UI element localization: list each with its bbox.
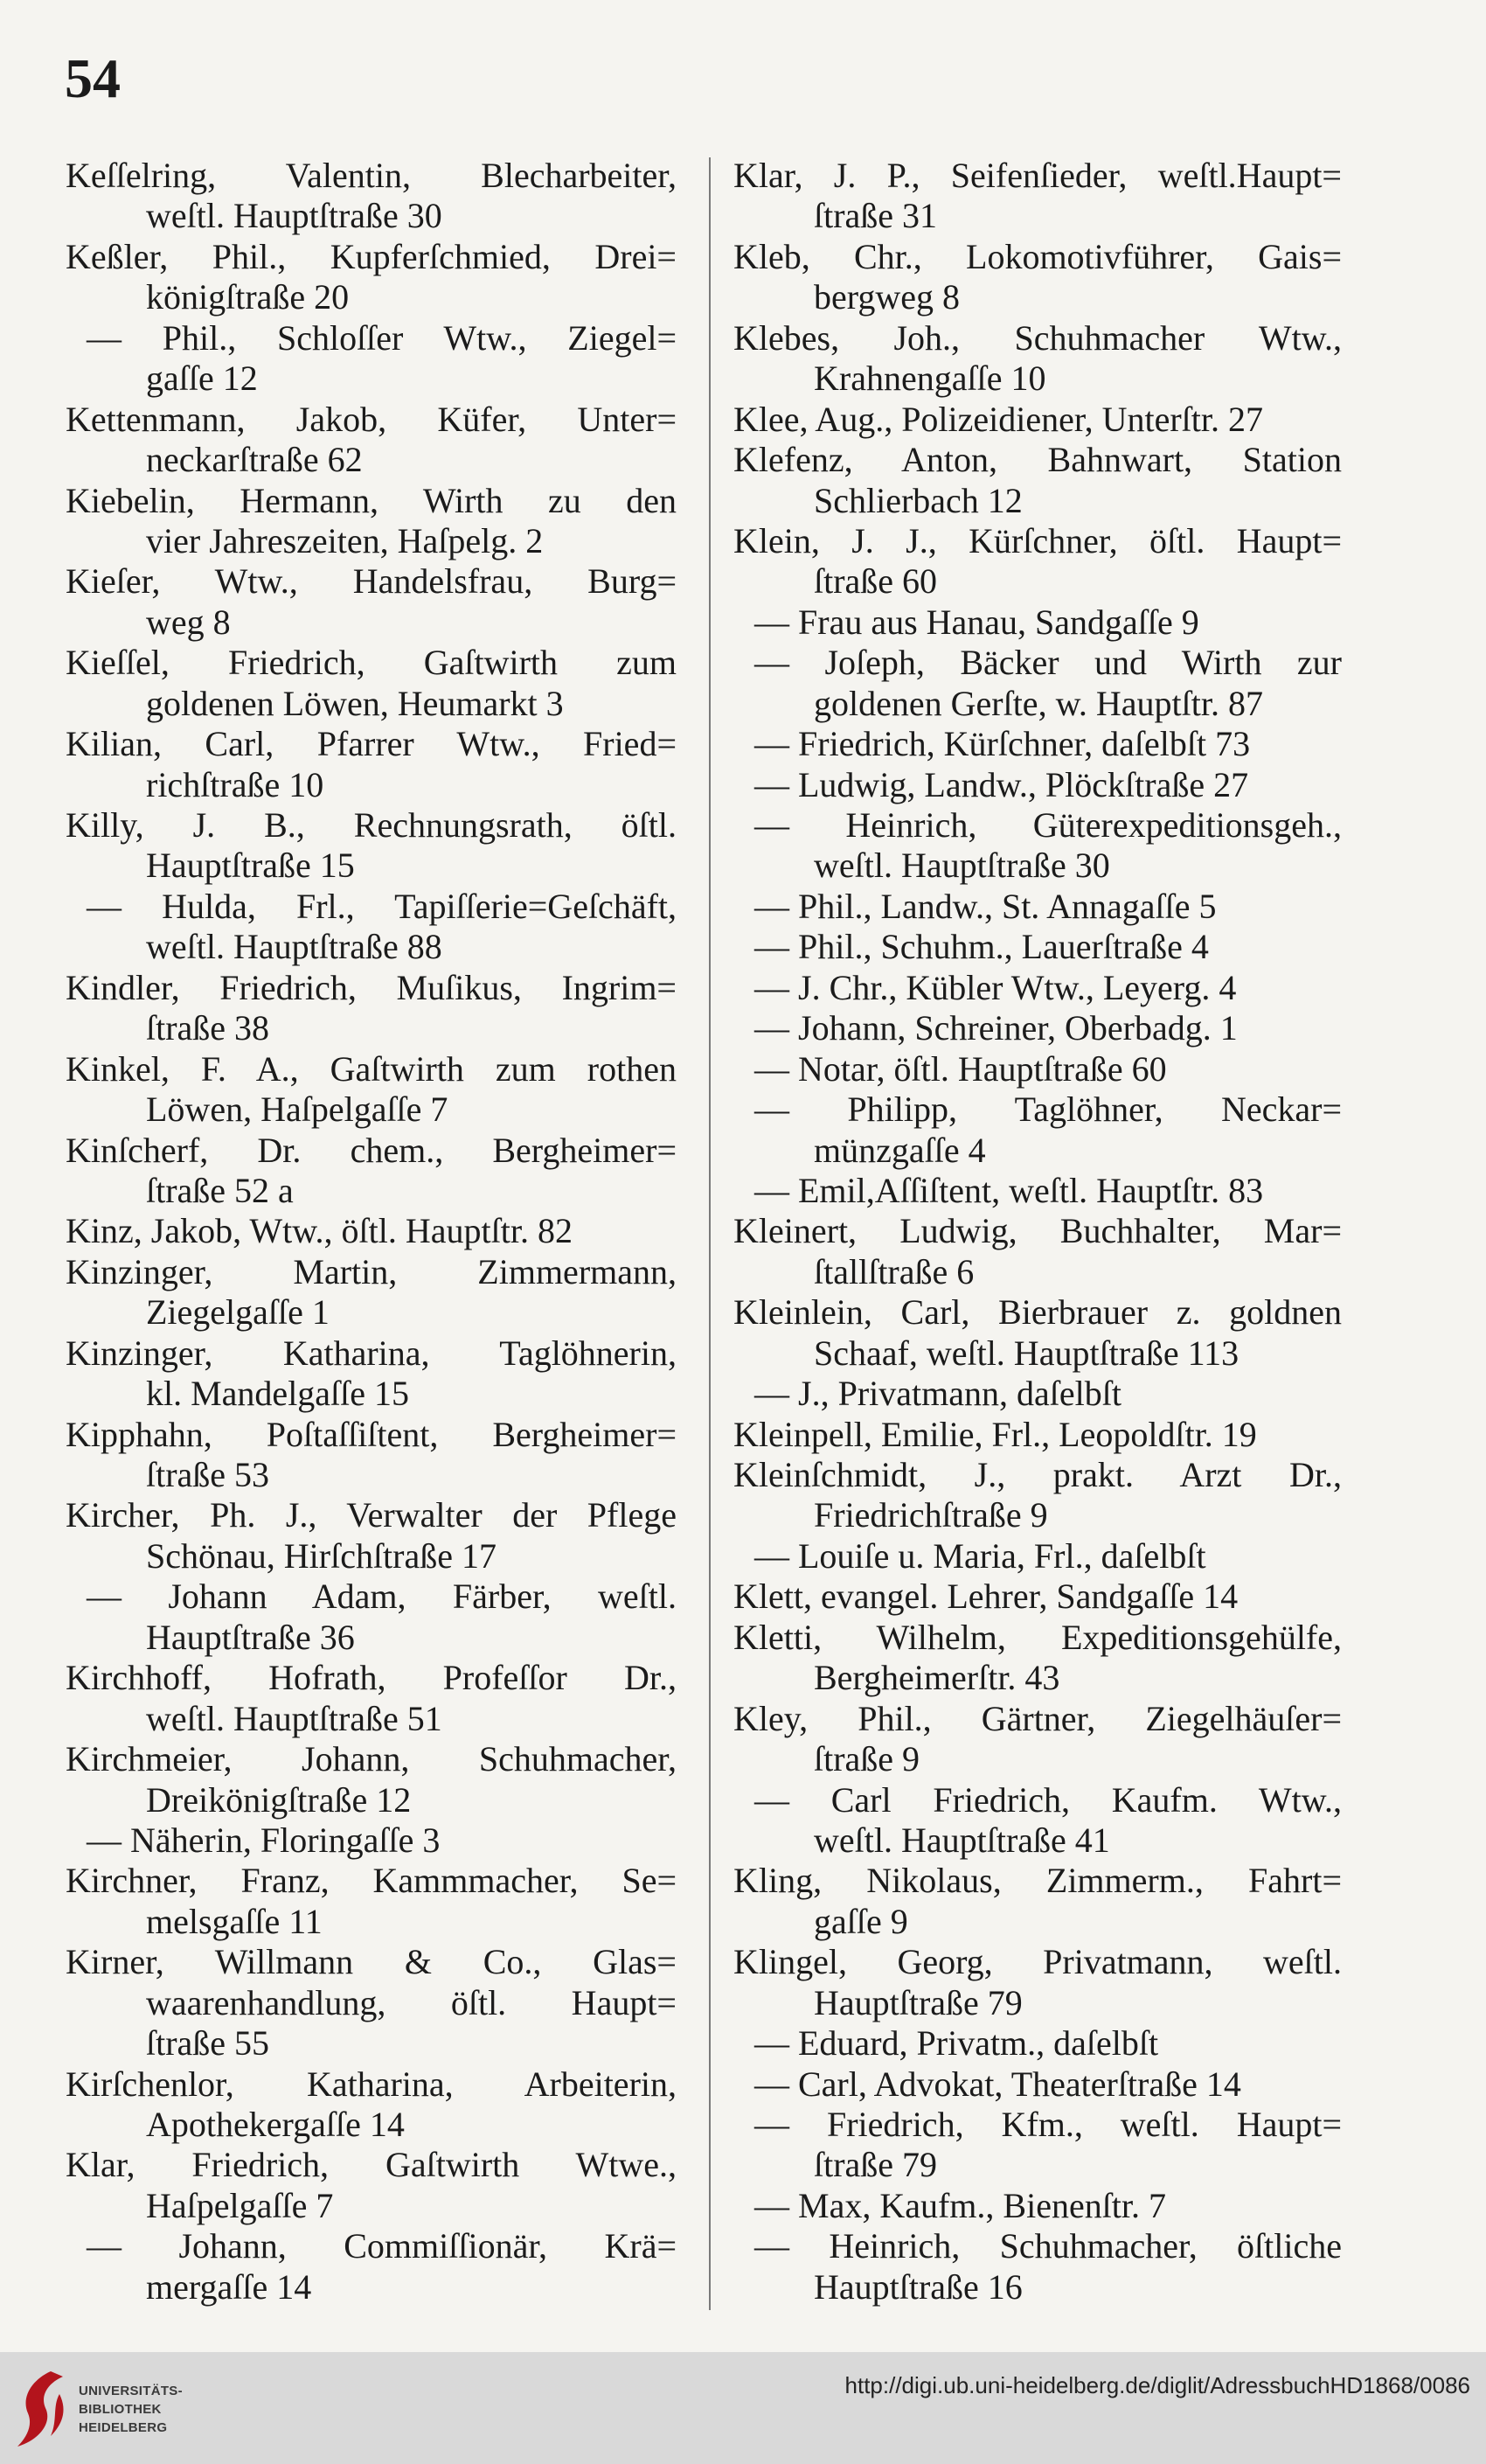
entry-continuation-line: Schönau, Hirſchſtraße 17 — [146, 1535, 496, 1576]
entry-heading-line: Kieſer, Wtw., Handelsfrau, Burg= — [66, 561, 677, 602]
entry-continuation-line: weſtl. Hauptſtraße 30 — [146, 196, 442, 236]
entry-continuation-line: weſtl. Hauptſtraße 88 — [146, 927, 442, 967]
entry-heading-line: Kircher, Ph. J., Verwalter der Pflege — [66, 1495, 677, 1535]
entry-continuation-line: Hauptſtraße 16 — [814, 2266, 1023, 2307]
directory-entry — [733, 1861, 1342, 1942]
entry-heading-line: Kleb, Chr., Lokomotivführer, Gais= — [733, 236, 1342, 276]
entry-heading-line: — Heinrich, Schuhmacher, öſtliche — [754, 2226, 1342, 2266]
directory-entry — [733, 1618, 1342, 1699]
entry-continuation-line: Apothekergaſſe 14 — [146, 2105, 405, 2144]
directory-entry — [733, 805, 1342, 887]
entry-heading-line: Kinz, Jakob, Wtw., öſtl. Hauptſtr. 82 — [66, 1211, 573, 1251]
entry-continuation-line: mergaſſe 14 — [146, 2266, 312, 2307]
entry-continuation-line: richſtraße 10 — [146, 764, 324, 804]
entry-heading-line: — Johann Adam, Färber, weſtl. — [87, 1577, 677, 1617]
entry-heading-line: Kinzinger, Katharina, Taglöhnerin, — [66, 1333, 677, 1373]
entry-continuation-line: weſtl. Hauptſtraße 30 — [814, 846, 1110, 886]
entry-heading-line: — Joſeph, Bäcker und Wirth zur — [754, 643, 1342, 683]
library-footer — [0, 2352, 1486, 2464]
entry-heading-line: Kindler, Friedrich, Muſikus, Ingrim= — [66, 967, 677, 1007]
entry-continuation-line: weſtl. Hauptſtraße 51 — [146, 1698, 442, 1738]
entry-heading-line: — Phil., Schuhm., Lauerſtraße 4 — [754, 927, 1209, 967]
directory-entry — [66, 1211, 677, 1251]
entry-continuation-line: vier Jahreszeiten, Haſpelg. 2 — [146, 520, 544, 560]
directory-entry — [66, 805, 677, 887]
entry-continuation-line: ſtallſtraße 6 — [814, 1251, 975, 1291]
entry-heading-line: Klee, Aug., Polizeidiener, Unterſtr. 27 — [733, 399, 1264, 439]
entry-heading-line: — Carl, Advokat, Theaterſtraße 14 — [754, 2064, 1241, 2104]
entry-heading-line: Kilian, Carl, Pfarrer Wtw., Fried= — [66, 724, 677, 764]
entry-heading-line: — Heinrich, Güterexpeditionsgeh., — [754, 805, 1342, 845]
directory-entry — [733, 1089, 1342, 1171]
entry-continuation-line: goldenen Löwen, Heumarkt 3 — [146, 683, 564, 723]
entry-continuation-line: Hauptſtraße 36 — [146, 1617, 355, 1657]
directory-entry — [733, 1211, 1342, 1292]
entry-heading-line: Kinzinger, Martin, Zimmermann, — [66, 1251, 677, 1291]
entry-heading-line: Kleinert, Ludwig, Buchhalter, Mar= — [733, 1211, 1342, 1251]
directory-entry — [733, 724, 1342, 764]
entry-continuation-line: Schlierbach 12 — [814, 480, 1023, 520]
entry-heading-line: — J., Privatmann, daſelbſt — [754, 1374, 1121, 1414]
directory-entry — [66, 1415, 677, 1496]
source-url: http://digi.ub.uni-heidelberg.de/diglit/AdressbuchHD1868/0086 — [844, 2372, 1470, 2398]
entry-heading-line: Kinkel, F. A., Gaſtwirth zum rothen — [66, 1048, 677, 1089]
directory-entry — [733, 1415, 1342, 1455]
entry-heading-line: Keſſelring, Valentin, Blecharbeiter, — [66, 156, 677, 195]
directory-entry — [733, 2105, 1342, 2186]
directory-entry — [66, 1942, 677, 2064]
entry-heading-line: Keßler, Phil., Kupferſchmied, Drei= — [66, 236, 677, 276]
entry-heading-line: Kiebelin, Hermann, Wirth zu den — [66, 480, 677, 520]
page-number: 54 — [65, 47, 121, 109]
directory-entry — [66, 561, 677, 643]
directory-entry — [733, 440, 1342, 521]
entry-heading-line: Klefenz, Anton, Bahnwart, Station — [733, 440, 1342, 480]
directory-entry — [733, 1171, 1342, 1211]
directory-entry — [66, 1131, 677, 1212]
entry-heading-line: Klar, Friedrich, Gaſtwirth Wtwe., — [66, 2145, 677, 2185]
directory-entry — [733, 1008, 1342, 1048]
entry-heading-line: Kirchmeier, Johann, Schuhmacher, — [66, 1739, 677, 1779]
directory-entry — [66, 1495, 677, 1577]
directory-entry — [733, 643, 1342, 724]
directory-entry — [733, 2226, 1342, 2307]
entry-heading-line: — Louiſe u. Maria, Frl., daſelbſt — [754, 1535, 1206, 1576]
entry-heading-line: Klar, J. P., Seifenſieder, weſtl.Haupt= — [733, 156, 1342, 195]
directory-entry — [733, 1292, 1342, 1374]
entry-continuation-line: Hauptſtraße 79 — [814, 1982, 1023, 2022]
entry-heading-line: — Philipp, Taglöhner, Neckar= — [754, 1089, 1342, 1130]
entry-heading-line: Kletti, Wilhelm, Expeditionsgehülfe, — [733, 1617, 1342, 1657]
directory-entry — [66, 318, 677, 400]
entry-heading-line: Kieſſel, Friedrich, Gaſtwirth zum — [66, 643, 677, 683]
entry-continuation-line: ſtraße 52 a — [146, 1170, 294, 1210]
entry-continuation-line: Löwen, Haſpelgaſſe 7 — [146, 1089, 448, 1130]
directory-entry — [733, 2186, 1342, 2226]
directory-entry — [733, 968, 1342, 1008]
directory-entry — [733, 1780, 1342, 1862]
entry-continuation-line: ſtraße 55 — [146, 2023, 270, 2064]
directory-entry — [733, 1374, 1342, 1414]
directory-entry — [66, 643, 677, 724]
entry-continuation-line: Dreikönigſtraße 12 — [146, 1779, 412, 1820]
directory-entry — [733, 2023, 1342, 2064]
entry-continuation-line: gaſſe 9 — [814, 1901, 908, 1941]
entry-continuation-line: Haſpelgaſſe 7 — [146, 2185, 334, 2225]
entry-continuation-line: Schaaf, weſtl. Hauptſtraße 113 — [814, 1333, 1239, 1373]
directory-entry — [733, 237, 1342, 318]
entry-heading-line: — Friedrich, Kürſchner, daſelbſt 73 — [754, 724, 1251, 764]
entry-heading-line: — Phil., Landw., St. Annagaſſe 5 — [754, 886, 1217, 926]
entry-continuation-line: neckarſtraße 62 — [146, 440, 363, 480]
directory-entry — [733, 1455, 1342, 1536]
entry-heading-line: — Johann, Commiſſionär, Krä= — [87, 2226, 677, 2266]
entry-heading-line: — J. Chr., Kübler Wtw., Leyerg. 4 — [754, 967, 1237, 1007]
entry-heading-line: Kleinſchmidt, J., prakt. Arzt Dr., — [733, 1455, 1342, 1494]
entry-heading-line: Klett, evangel. Lehrer, Sandgaſſe 14 — [733, 1577, 1239, 1617]
directory-entry — [66, 1739, 677, 1820]
entry-heading-line: — Carl Friedrich, Kaufm. Wtw., — [754, 1779, 1342, 1820]
entry-continuation-line: ſtraße 79 — [814, 2145, 938, 2185]
directory-entry — [66, 968, 677, 1049]
entry-heading-line: — Max, Kaufm., Bienenſtr. 7 — [754, 2185, 1167, 2225]
directory-entry — [733, 1536, 1342, 1577]
directory-entry — [733, 318, 1342, 400]
entry-continuation-line: goldenen Gerſte, w. Hauptſtr. 87 — [814, 683, 1263, 723]
entry-heading-line: Kirſchenlor, Katharina, Arbeiterin, — [66, 2064, 677, 2104]
entry-continuation-line: kl. Mandelgaſſe 15 — [146, 1374, 410, 1414]
entry-continuation-line: ſtraße 38 — [146, 1008, 270, 1048]
entry-heading-line: — Näherin, Floringaſſe 3 — [87, 1820, 441, 1860]
directory-entry — [66, 2226, 677, 2307]
directory-entry — [733, 765, 1342, 805]
entry-heading-line: Klein, J. J., Kürſchner, öſtl. Haupt= — [733, 520, 1342, 560]
directory-entry — [733, 2064, 1342, 2105]
entry-continuation-line: Friedrichſtraße 9 — [814, 1495, 1048, 1535]
directory-entry — [733, 521, 1342, 602]
entry-continuation-line: Hauptſtraße 15 — [146, 846, 355, 886]
entry-continuation-line: weg 8 — [146, 602, 231, 642]
entry-continuation-line: Krahnengaſſe 10 — [814, 358, 1046, 399]
directory-entry — [66, 1861, 677, 1942]
entry-continuation-line: ſtraße 31 — [814, 196, 938, 236]
library-logo-line: UNIVERSITÄTS- — [79, 2384, 183, 2398]
entry-continuation-line: gaſſe 12 — [146, 358, 258, 399]
entry-heading-line: Kipphahn, Poſtaſſiſtent, Bergheimer= — [66, 1414, 677, 1454]
directory-entry — [66, 1333, 677, 1415]
directory-entry — [66, 1820, 677, 1861]
entry-heading-line: — Frau aus Hanau, Sandgaſſe 9 — [754, 602, 1199, 642]
directory-entry — [733, 1942, 1342, 2023]
entry-continuation-line: ſtraße 53 — [146, 1455, 270, 1494]
directory-entry — [66, 887, 677, 968]
entry-heading-line: Kinſcherf, Dr. chem., Bergheimer= — [66, 1130, 677, 1170]
directory-entry — [66, 1658, 677, 1739]
directory-entry — [66, 1577, 677, 1658]
entry-continuation-line: bergweg 8 — [814, 277, 960, 317]
entry-continuation-line: weſtl. Hauptſtraße 41 — [814, 1820, 1110, 1860]
directory-entry — [733, 400, 1342, 440]
entry-heading-line: Klebes, Joh., Schuhmacher Wtw., — [733, 317, 1342, 358]
directory-entry — [733, 887, 1342, 927]
entry-heading-line: Kleinlein, Carl, Bierbrauer z. goldnen — [733, 1292, 1342, 1333]
right-column — [733, 156, 1342, 2307]
directory-entry — [733, 602, 1342, 643]
directory-entry — [66, 2064, 677, 2146]
directory-entry — [66, 481, 677, 562]
left-column — [66, 156, 677, 2307]
directory-entry — [66, 237, 677, 318]
entry-continuation-line: Bergheimerſtr. 43 — [814, 1658, 1060, 1698]
directory-entry — [66, 1252, 677, 1333]
directory-entry — [66, 2145, 677, 2226]
entry-heading-line: Klingel, Georg, Privatmann, weſtl. — [733, 1942, 1342, 1982]
entry-heading-line: Kettenmann, Jakob, Küfer, Unter= — [66, 399, 677, 439]
entry-heading-line: Kirchhoff, Hofrath, Profeſſor Dr., — [66, 1658, 677, 1698]
entry-heading-line: — Phil., Schloſſer Wtw., Ziegel= — [87, 317, 677, 358]
entry-heading-line: — Ludwig, Landw., Plöckſtraße 27 — [754, 764, 1249, 804]
entry-heading-line: Killy, J. B., Rechnungsrath, öſtl. — [66, 805, 677, 845]
entry-continuation-line: königſtraße 20 — [146, 277, 350, 317]
entry-heading-line: Kirner, Willmann & Co., Glas= — [66, 1942, 677, 1982]
library-logo — [12, 2368, 213, 2452]
directory-entry — [66, 724, 677, 805]
library-logo-line: HEIDELBERG — [79, 2420, 168, 2435]
entry-heading-line: — Eduard, Privatm., daſelbſt — [754, 2023, 1159, 2064]
entry-heading-line: Kley, Phil., Gärtner, Ziegelhäuſer= — [733, 1698, 1342, 1738]
university-library-emblem-icon — [12, 2368, 70, 2450]
directory-entry — [733, 1049, 1342, 1089]
directory-entry — [733, 927, 1342, 967]
entry-heading-line: — Emil,Aſſiſtent, weſtl. Hauptſtr. 83 — [754, 1170, 1264, 1210]
entry-heading-line: — Friedrich, Kfm., weſtl. Haupt= — [754, 2105, 1342, 2144]
library-logo-line: BIBLIOTHEK — [79, 2402, 162, 2417]
directory-entry — [66, 1049, 677, 1131]
directory-entry — [733, 1577, 1342, 1617]
entry-continuation-line: münzgaſſe 4 — [814, 1130, 986, 1170]
column-divider — [709, 157, 711, 2310]
entry-continuation-line: melsgaſſe 11 — [146, 1901, 323, 1941]
entry-heading-line: Kling, Nikolaus, Zimmerm., Fahrt= — [733, 1861, 1342, 1901]
entry-heading-line: — Hulda, Frl., Tapiſſerie=Geſchäft, — [87, 886, 677, 926]
directory-entry — [66, 156, 677, 237]
entry-continuation-line: waarenhandlung, öſtl. Haupt= — [146, 1982, 677, 2022]
entry-heading-line: — Johann, Schreiner, Oberbadg. 1 — [754, 1008, 1238, 1048]
entry-continuation-line: Ziegelgaſſe 1 — [146, 1292, 330, 1333]
directory-entry — [66, 400, 677, 481]
library-logo-text — [79, 2382, 183, 2437]
entry-heading-line: Kirchner, Franz, Kammmacher, Se= — [66, 1861, 677, 1901]
entry-continuation-line: ſtraße 9 — [814, 1739, 920, 1779]
entry-heading-line: — Notar, öſtl. Hauptſtraße 60 — [754, 1048, 1167, 1089]
directory-entry — [733, 156, 1342, 237]
entry-continuation-line: ſtraße 60 — [814, 561, 938, 602]
entry-heading-line: Kleinpell, Emilie, Frl., Leopoldſtr. 19 — [733, 1414, 1257, 1454]
directory-entry — [733, 1699, 1342, 1780]
